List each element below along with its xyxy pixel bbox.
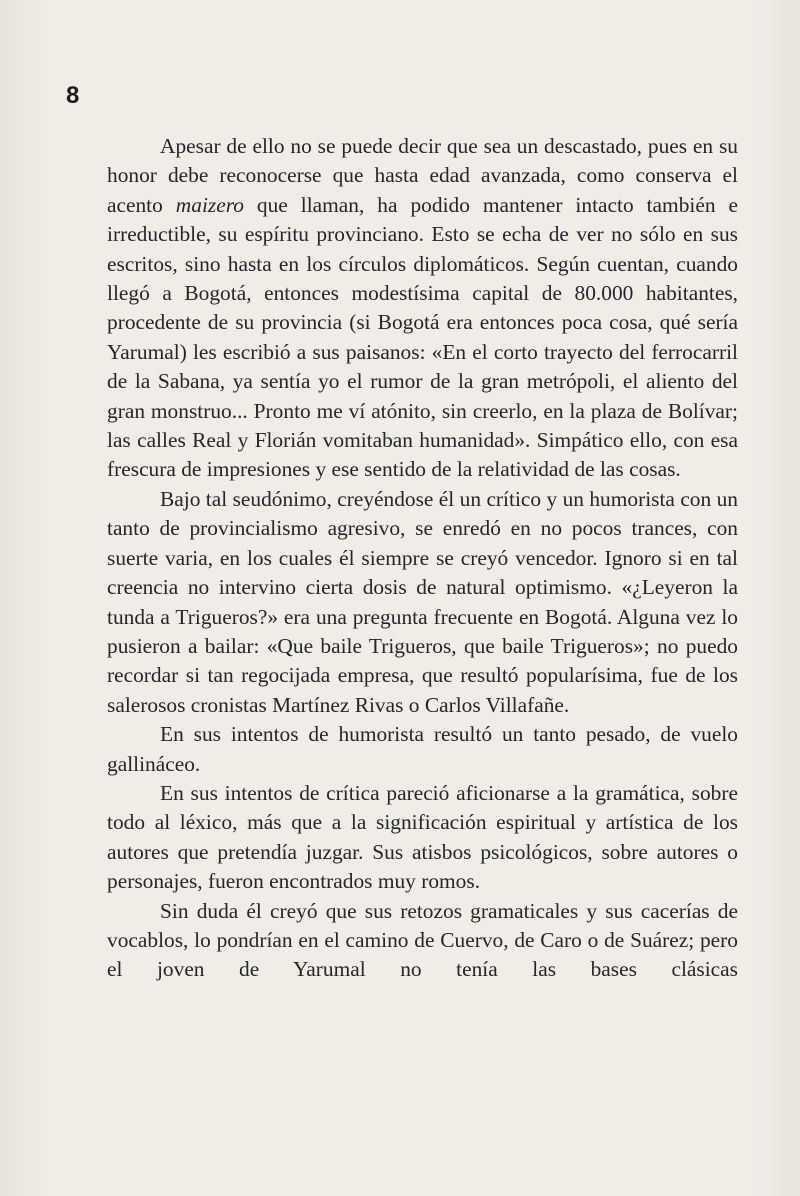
paragraph-3: En sus intentos de humorista resultó un tanto pesado, de vuelo gallináceo. <box>107 722 738 776</box>
paragraph-1-italic-word: maizero <box>175 192 244 217</box>
paragraph-4: En sus intentos de crítica pareció aficionarse a la gramática, sobre todo al léxico, más que a la significación espiritual y artística de los autores que pretendía juzgar. Sus atisbos psicológicos, sobre autores o personajes, fueron encontrados muy romos. <box>107 780 738 894</box>
paragraph-1 <box>107 132 738 485</box>
paragraph-5: Sin duda él creyó que sus retozos gramaticales y sus cacerías de vocablos, lo pondrían en el camino de Cuervo, de Caro o de Suárez; pero el joven de Yarumal no tenía las bases clásicas <box>107 898 738 982</box>
paragraph-1-text-end: que llaman, ha podido mantener intacto también e irreductible, su espíritu provinciano. Esto se echa de ver no sólo en sus escritos, sino hasta en los círculos diplomáticos. Según cuentan, cuando llegó a Bogotá, entonces modestísima capital de 80.000 habitantes, procedente de su provincia (si Bogotá era entonces poca cosa, qué sería Yarumal) les escribió a sus paisanos: «En el corto trayecto del ferrocarril de la Sabana, ya sentía yo el rumor de la gran metrópoli, el aliento del gran monstruo... Pronto me ví atónito, sin creerlo, en la plaza de Bolívar; las calles Real y Florián vomitaban humanidad». Simpático ello, con esa frescura de impresiones y ese sentido de la relatividad de las cosas. <box>107 192 738 482</box>
page-number: 8 <box>66 82 80 109</box>
paragraph-2: Bajo tal seudónimo, creyéndose él un crítico y un humorista con un tanto de provincialismo agresivo, se enredó en no pocos trances, con suerte varia, en los cuales él siempre se creyó vencedor. Ignoro si en tal creencia no intervino cierta dosis de natural optimismo. «¿Leyeron la tunda a Trigueros?» era una pregunta frecuente en Bogotá. Alguna vez lo pusieron a bailar: «Que baile Trigueros, que baile Trigueros»; no puedo recordar si tan regocijada empresa, que resultó popularísima, fue de los salerosos cronistas Martínez Rivas o Carlos Villafañe. <box>107 486 738 717</box>
paragraph-1-text-start: Apesar de ello no se puede decir que sea un descastado, pues en su honor debe reconocerse que hasta edad avanzada, como conserva el acento <box>107 134 738 217</box>
body-text <box>107 132 738 985</box>
